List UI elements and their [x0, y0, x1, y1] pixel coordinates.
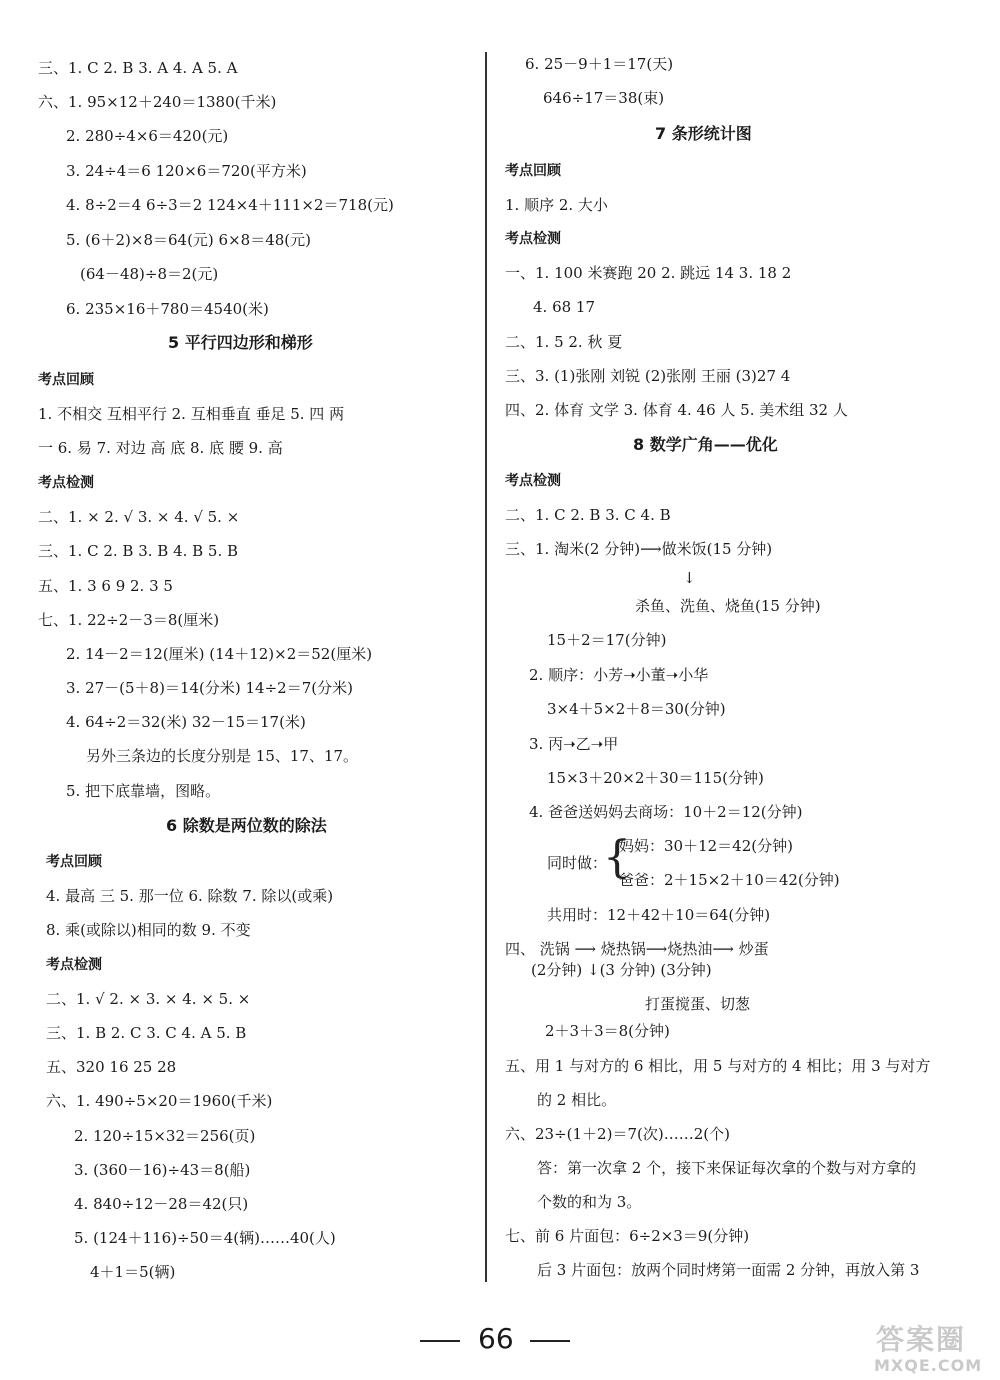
answer-line: 8. 乘(或除以)相同的数 9. 不变	[46, 921, 251, 939]
section-heading: 5 平行四边形和梯形	[168, 333, 313, 352]
answer-line: 2. 14－2＝12(厘米) (14＋12)×2＝52(厘米)	[66, 645, 373, 663]
answer-line: 3. (360－16)÷43＝8(船)	[74, 1161, 251, 1179]
answer-line: 五、1. 3 6 9 2. 3 5	[38, 577, 173, 595]
answer-line: 3. 24÷4＝6 120×6＝720(平方米)	[66, 162, 307, 180]
subsection-label: 考点检测	[505, 231, 561, 247]
answer-line: 爸爸：2＋15×2＋10＝42(分钟)	[619, 871, 840, 889]
answer-line: 三、3. (1)张刚 刘锐 (2)张刚 王丽 (3)27 4	[505, 367, 791, 385]
answer-line: 4. 爸爸送妈妈去商场：10＋2＝12(分钟)	[529, 803, 803, 821]
subsection-label: 考点检测	[46, 957, 102, 973]
answer-line: 后 3 片面包：放两个同时烤第一面需 2 分钟，再放入第 3	[537, 1261, 920, 1279]
answer-line: 一 6. 易 7. 对边 高 底 8. 底 腰 9. 高	[38, 439, 283, 457]
page-number: 66	[478, 1322, 514, 1355]
subsection-label: 考点回顾	[46, 854, 102, 870]
page-footer	[420, 1318, 580, 1358]
answer-line: 三、1. B 2. C 3. C 4. A 5. B	[46, 1024, 247, 1042]
answer-line: 6. 235×16＋780＝4540(米)	[66, 300, 269, 318]
section-heading: 7 条形统计图	[655, 124, 752, 143]
answer-line: 4. 最高 三 5. 那一位 6. 除数 7. 除以(或乘)	[46, 887, 334, 905]
answer-line: 个数的和为 3。	[537, 1193, 642, 1211]
footer-dash-left	[420, 1340, 460, 1342]
answer-line: 三、1. C 2. B 3. A 4. A 5. A	[38, 59, 238, 77]
subsection-label: 考点检测	[505, 473, 561, 489]
answer-line: 二、1. √ 2. × 3. × 4. × 5. ×	[46, 990, 251, 1008]
answer-line: (2分钟) ↓(3 分钟) (3分钟)	[531, 961, 712, 979]
answer-line: 4. 840÷12－28＝42(只)	[74, 1195, 249, 1213]
answer-line: 4. 8÷2＝4 6÷3＝2 124×4＋111×2＝718(元)	[66, 196, 394, 214]
answer-line: 七、前 6 片面包：6÷2×3＝9(分钟)	[505, 1227, 750, 1245]
answer-line: 七、1. 22÷2－3＝8(厘米)	[38, 611, 220, 629]
answer-line: 杀鱼、洗鱼、烧鱼(15 分钟)	[635, 597, 821, 615]
answer-line: 2＋3＋3＝8(分钟)	[545, 1022, 670, 1040]
answer-line: 四、 洗锅 ⟶ 烧热锅⟶烧热油⟶ 炒蛋	[505, 940, 769, 958]
answer-line: 共用时：12＋42＋10＝64(分钟)	[547, 906, 771, 924]
answer-line: 妈妈：30＋12＝42(分钟)	[619, 837, 793, 855]
answer-line: 3. 丙➝乙➝甲	[529, 735, 619, 753]
watermark-logo	[870, 1318, 990, 1378]
answer-line: 二、1. C 2. B 3. C 4. B	[505, 506, 671, 524]
answer-line: 646÷17＝38(束)	[543, 89, 665, 107]
answer-line: 1. 不相交 互相平行 2. 互相垂直 垂足 5. 四 两	[38, 405, 345, 423]
watermark-top-text: 答案圈	[876, 1323, 967, 1356]
answer-line: 打蛋搅蛋、切葱	[645, 995, 751, 1013]
answer-line: 三、1. C 2. B 3. B 4. B 5. B	[38, 542, 239, 560]
answer-line: 另外三条边的长度分别是 15、17、17。	[86, 747, 359, 765]
answer-line: 四、2. 体育 文学 3. 体育 4. 46 人 5. 美术组 32 人	[505, 401, 848, 419]
section-heading: 8 数学广角——优化	[633, 435, 778, 454]
answer-line: ↓	[683, 569, 696, 587]
answer-line: 的 2 相比。	[537, 1091, 617, 1109]
answer-line: 2. 顺序：小芳➝小董➝小华	[529, 666, 709, 684]
footer-dash-right	[530, 1340, 570, 1342]
answer-line: 6. 25－9＋1＝17(天)	[525, 55, 674, 73]
answer-line: 1. 顺序 2. 大小	[505, 196, 608, 214]
answer-line: 二、1. 5 2. 秋 夏	[505, 333, 623, 351]
answer-line: 5. (124＋116)÷50＝4(辆)……40(人)	[74, 1229, 336, 1247]
answer-line: 3×4＋5×2＋8＝30(分钟)	[547, 700, 726, 718]
answer-line: 五、用 1 与对方的 6 相比，用 5 与对方的 4 相比；用 3 与对方	[505, 1057, 931, 1075]
answer-line: 15＋2＝17(分钟)	[547, 631, 667, 649]
answer-line: 15×3＋20×2＋30＝115(分钟)	[547, 769, 764, 787]
answer-line: (64－48)÷8＝2(元)	[80, 265, 219, 283]
column-divider	[485, 52, 487, 1282]
subsection-label: 考点检测	[38, 475, 94, 491]
answer-line: 2. 280÷4×6＝420(元)	[66, 127, 229, 145]
subsection-label: 考点回顾	[38, 372, 94, 388]
answer-line: 六、1. 95×12＋240＝1380(千米)	[38, 93, 277, 111]
answer-line: 同时做：	[547, 854, 608, 872]
answer-line: 4＋1＝5(辆)	[90, 1263, 176, 1281]
section-heading: 6 除数是两位数的除法	[166, 816, 327, 835]
answer-line: 5. 把下底靠墙，图略。	[66, 782, 221, 800]
watermark-bottom-text: MXQE.COM	[874, 1356, 983, 1375]
answer-line: 5. (6＋2)×8＝64(元) 6×8＝48(元)	[66, 231, 311, 249]
answer-line: 六、1. 490÷5×20＝1960(千米)	[46, 1092, 273, 1110]
answer-line: 一、1. 100 米赛跑 20 2. 跳远 14 3. 18 2	[505, 264, 792, 282]
subsection-label: 考点回顾	[505, 163, 561, 179]
answer-line: 二、1. × 2. √ 3. × 4. √ 5. ×	[38, 508, 240, 526]
answer-line: 三、1. 淘米(2 分钟)⟶做米饭(15 分钟)	[505, 540, 773, 558]
answer-line: 答：第一次拿 2 个，接下来保证每次拿的个数与对方拿的	[537, 1159, 917, 1177]
answer-line: 4. 68 17	[533, 298, 596, 316]
brace-icon: {	[603, 832, 631, 883]
answer-line: 4. 64÷2＝32(米) 32－15＝17(米)	[66, 713, 306, 731]
answer-line: 3. 27－(5＋8)＝14(分米) 14÷2＝7(分米)	[66, 679, 353, 697]
answer-line: 五、320 16 25 28	[46, 1058, 177, 1076]
answer-line: 六、23÷(1＋2)＝7(次)……2(个)	[505, 1125, 730, 1143]
answer-line: 2. 120÷15×32＝256(页)	[74, 1127, 256, 1145]
